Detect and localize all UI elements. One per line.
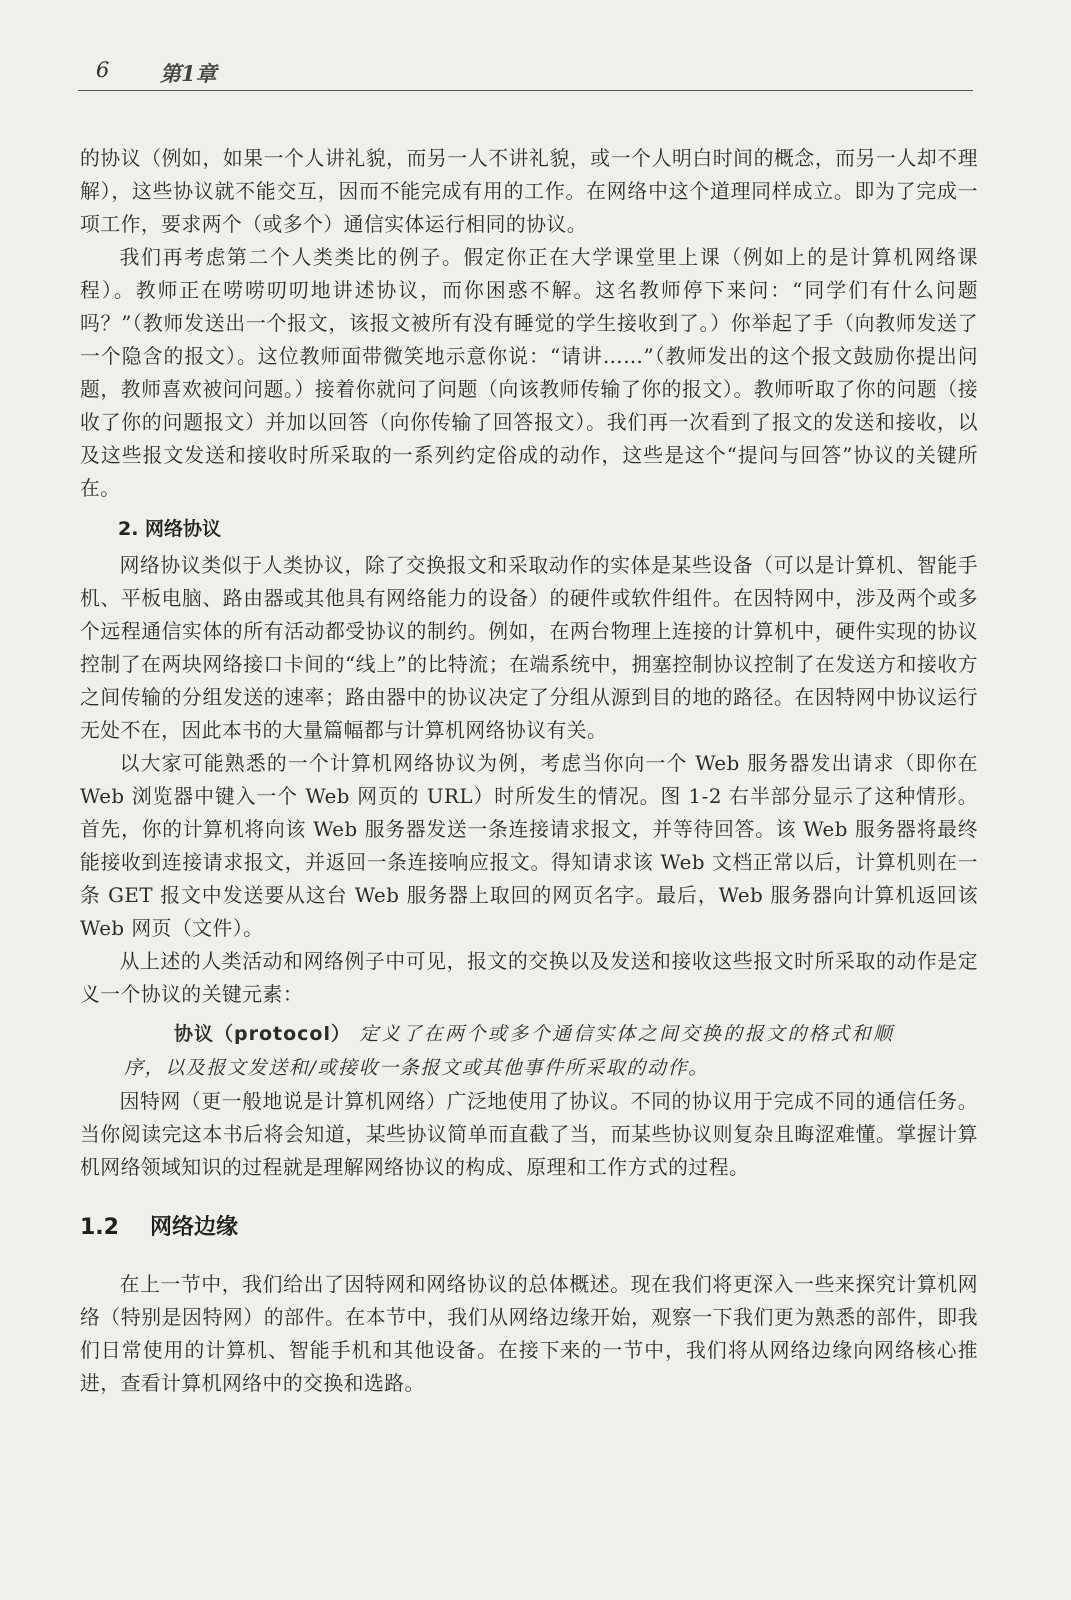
- subsection-heading: 2. 网络协议: [118, 518, 222, 540]
- paragraph-classroom-example: 我们再考虑第二个人类类比的例子。假定你正在大学课堂里上课（例如上的是计算机网络课程）。教师正在唠唠叨叨地讲述协议，而你困惑不解。这名教师停下来问：“同学们有什么问题吗？”（教师发送出一个报文，该报文被所有没有睡觉的学生接收到了。）你举起了手（向教师发送了一个隐含的报文）。这位教师面带微笑地示意你说：“请讲……”（教师发出的这个报文鼓励你提出问题，教师喜欢被问问题。）接着你就问了问题（向该教师传输了你的报文）。教师听取了你的问题（接收了你的问题报文）并加以回答（向你传输了回答报文）。我们再一次看到了报文的发送和接收，以及这些报文发送和接收时所采取的一系列约定俗成的动作，这些是这个“提问与回答”协议的关键所在。: [80, 246, 978, 500]
- paragraph-web-example: 以大家可能熟悉的一个计算机网络协议为例，考虑当你向一个 Web 服务器发出请求（即你在 Web 浏览器中键入一个 Web 网页的 URL）时所发生的情况。图 1-2 右半部分显示了这种情形。首先，你的计算机将向该 Web 服务器发送一条连接请求报文，并等待回答。该 Web 服务器将最终能接收到连接请求报文，并返回一条连接响应报文。得知请求该 Web 文档正常以后，计算机则在一条 GET 报文中发送要从这台 Web 服务器上取回的网页名字。最后，Web 服务器向计算机返回该 Web 网页（文件）。: [80, 752, 978, 940]
- paragraph-network-edge-intro: 在上一节中，我们给出了因特网和网络协议的总体概述。现在我们将更深入一些来探究计算机网络（特别是因特网）的部件。在本节中，我们从网络边缘开始，观察一下我们更为熟悉的部件，即我们日常使用的计算机、智能手机和其他设备。在接下来的一节中，我们将从网络边缘向网络核心推进，查看计算机网络中的交换和选路。: [80, 1273, 978, 1395]
- page-body: [80, 142, 978, 1400]
- definition-line-2: 序，以及报文发送和/或接收一条报文或其他事件所采取的动作。: [124, 1057, 709, 1079]
- paragraph-network-protocol: 网络协议类似于人类协议，除了交换报文和采取动作的实体是某些设备（可以是计算机、智能手机、平板电脑、路由器或其他具有网络能力的设备）的硬件或软件组件。在因特网中，涉及两个或多个远程通信实体的所有活动都受协议的制约。例如，在两台物理上连接的计算机中，硬件实现的协议控制了在两块网络接口卡间的“线上”的比特流；在端系统中，拥塞控制协议控制了在发送方和接收方之间传输的分组发送的速率；路由器中的协议决定了分组从源到目的地的路径。在因特网中协议运行无处不在，因此本书的大量篇幅都与计算机网络协议有关。: [80, 554, 978, 742]
- definition-term: 协议（protocol）: [174, 1023, 351, 1045]
- paragraph-internet-protocols: 因特网（更一般地说是计算机网络）广泛地使用了协议。不同的协议用于完成不同的通信任务。当你阅读完这本书后将会知道，某些协议简单而直截了当，而某些协议则复杂且晦涩难懂。掌握计算机网络领域知识的过程就是理解网络协议的构成、原理和工作方式的过程。: [80, 1090, 978, 1179]
- paragraph-key-elements: 从上述的人类活动和网络例子中可见，报文的交换以及发送和接收这些报文时所采取的动作是定义一个协议的关键元素：: [80, 950, 978, 1006]
- paragraph-continued: 的协议（例如，如果一个人讲礼貌，而另一人不讲礼貌，或一个人明白时间的概念，而另一人却不理解），这些协议就不能交互，因而不能完成有用的工作。在网络中这个道理同样成立。即为了完成一项工作，要求两个（或多个）通信实体运行相同的协议。: [80, 147, 978, 236]
- section-title: 网络边缘: [150, 1215, 239, 1240]
- page-header: [78, 50, 973, 91]
- protocol-definition: [80, 1017, 978, 1085]
- section-heading: [80, 1210, 978, 1246]
- section-number: 1.2: [80, 1215, 119, 1240]
- definition-line-1: [80, 1017, 978, 1051]
- definition-text-1: 定义了在两个或多个通信实体之间交换的报文的格式和顺: [359, 1023, 895, 1045]
- page-number: 6: [96, 58, 110, 82]
- chapter-label: 第1章: [160, 61, 217, 86]
